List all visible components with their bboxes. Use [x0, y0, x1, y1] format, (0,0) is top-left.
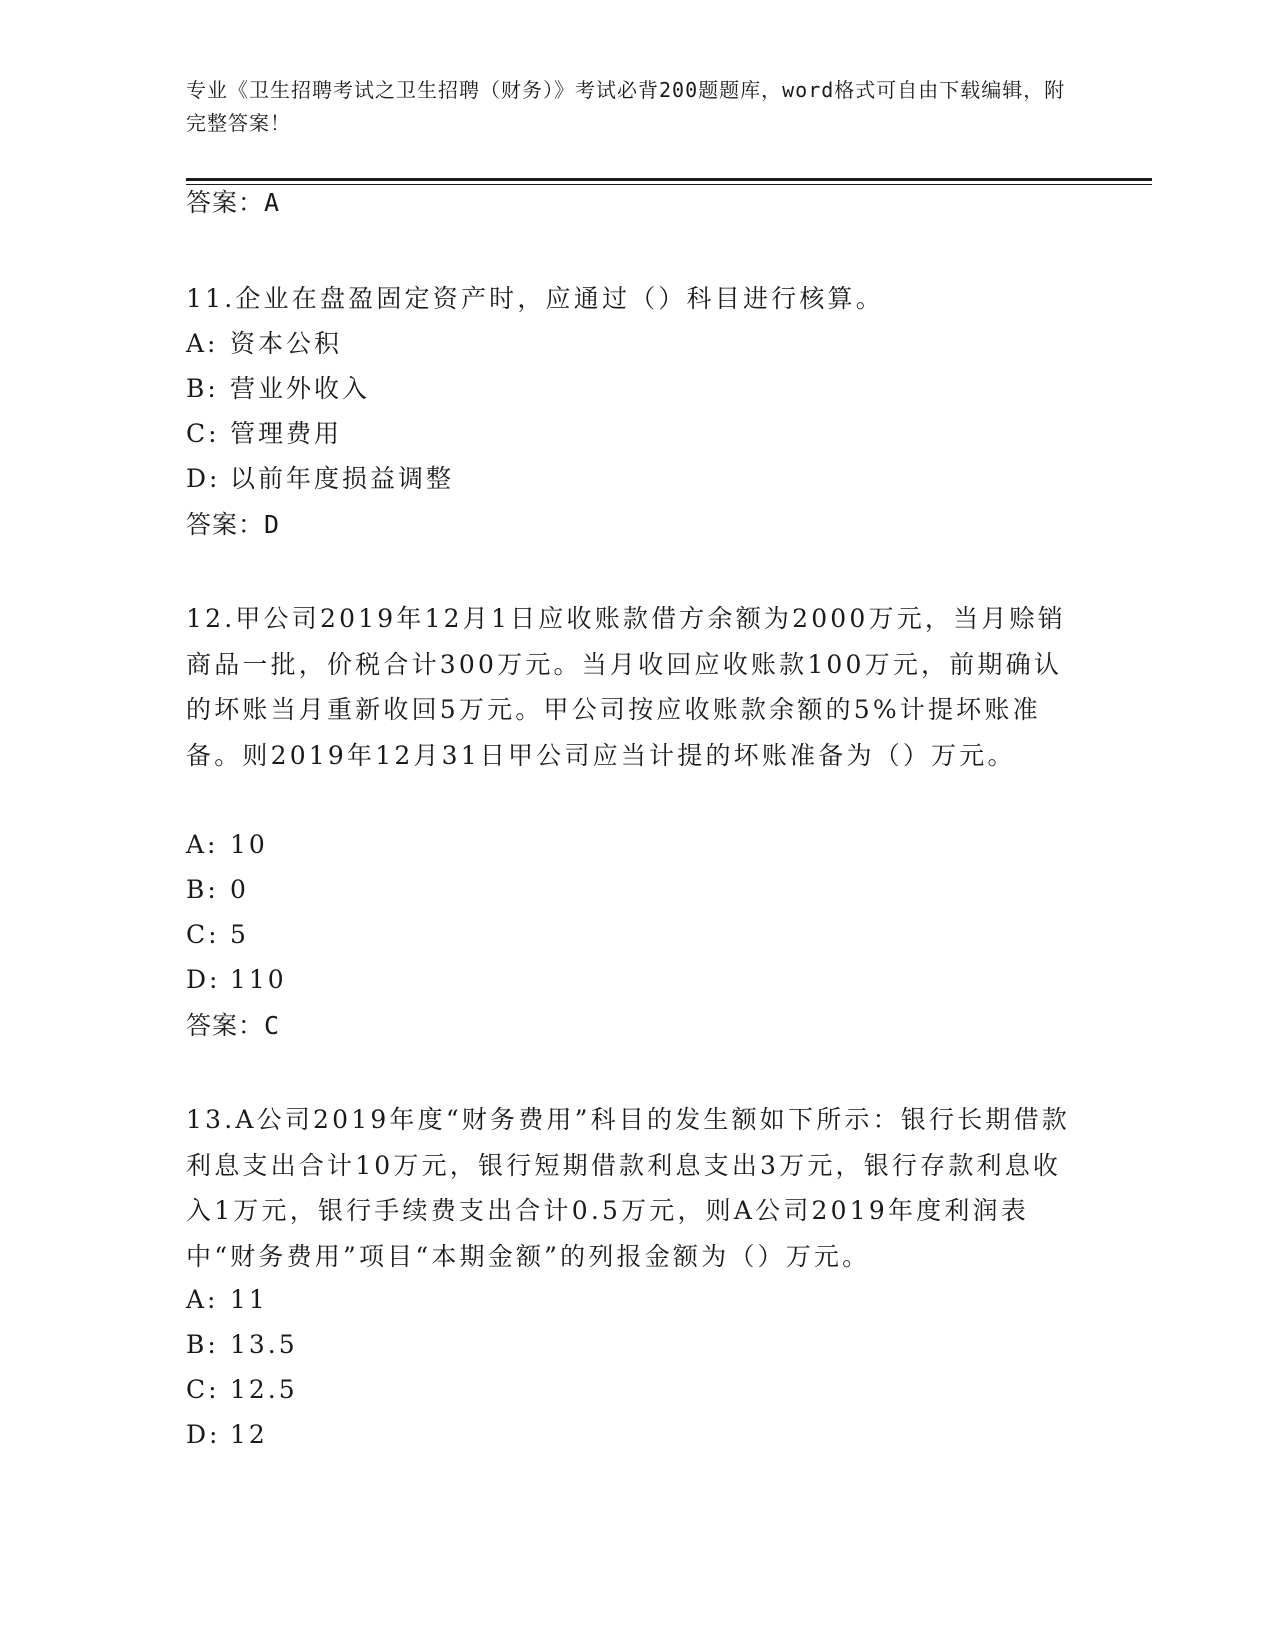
option-text: 营业外收入 — [230, 374, 371, 403]
question-13-option-c — [186, 1367, 1076, 1413]
option-text: 12.5 — [230, 1375, 298, 1404]
question-12-option-c — [186, 912, 1076, 958]
question-12-option-a — [186, 822, 1076, 868]
question-11-option-d — [186, 456, 1076, 502]
option-letter: B: — [186, 374, 219, 403]
option-text: 0 — [230, 875, 249, 904]
option-text: 110 — [230, 965, 287, 994]
question-11-answer: 答案：D — [186, 510, 281, 539]
option-text: 管理费用 — [230, 419, 343, 448]
option-letter: A: — [186, 329, 219, 358]
option-letter: C: — [186, 1375, 220, 1404]
option-text: 13.5 — [230, 1330, 298, 1359]
option-letter: D: — [186, 464, 221, 493]
option-letter: C: — [186, 419, 220, 448]
question-13-option-a — [186, 1277, 1076, 1323]
option-letter: D: — [186, 965, 221, 994]
option-letter: D: — [186, 1420, 221, 1449]
option-text: 资本公积 — [230, 329, 343, 358]
question-11-option-a — [186, 321, 1076, 367]
question-13-option-d — [186, 1412, 1076, 1458]
option-letter: C: — [186, 920, 220, 949]
option-letter: A: — [186, 1285, 219, 1314]
option-letter: B: — [186, 875, 219, 904]
question-12-option-d — [186, 957, 1076, 1003]
option-letter: A: — [186, 830, 219, 859]
option-text: 12 — [230, 1420, 268, 1449]
question-12-option-b — [186, 867, 1076, 913]
question-12-text: 12.甲公司2019年12月1日应收账款借方余额为2000万元，当月赊销商品一批，价税合计300万元。当月收回应收账款100万元，前期确认的坏账当月重新收回5万元。甲公司按应收账款余额的5%计提坏账准备。则2019年12月31日甲公司应当计提的坏账准备为（）万元。 — [186, 604, 1066, 770]
option-letter: B: — [186, 1330, 219, 1359]
option-text: 11 — [230, 1285, 268, 1314]
question-11-option-c — [186, 411, 1076, 457]
question-11-text: 11.企业在盘盈固定资产时，应通过（）科目进行核算。 — [186, 284, 884, 313]
option-text: 5 — [230, 920, 249, 949]
page-header: 专业《卫生招聘考试之卫生招聘（财务）》考试必背200题题库，word格式可自由下载编辑，附完整答案！ — [186, 78, 1066, 135]
question-11-option-b — [186, 366, 1076, 412]
question-12-answer: 答案：C — [186, 1011, 281, 1040]
prev-answer: 答案：A — [186, 188, 281, 217]
question-13-text: 13.A公司2019年度“财务费用”科目的发生额如下所示：银行长期借款利息支出合计10万元，银行短期借款利息支出3万元，银行存款利息收入1万元，银行手续费支出合计0.5万元，则A公司2019年度利润表中“财务费用”项目“本期金额”的列报金额为（）万元。 — [186, 1105, 1070, 1271]
option-text: 以前年度损益调整 — [230, 464, 455, 493]
option-text: 10 — [230, 830, 268, 859]
question-13-option-b — [186, 1322, 1076, 1368]
